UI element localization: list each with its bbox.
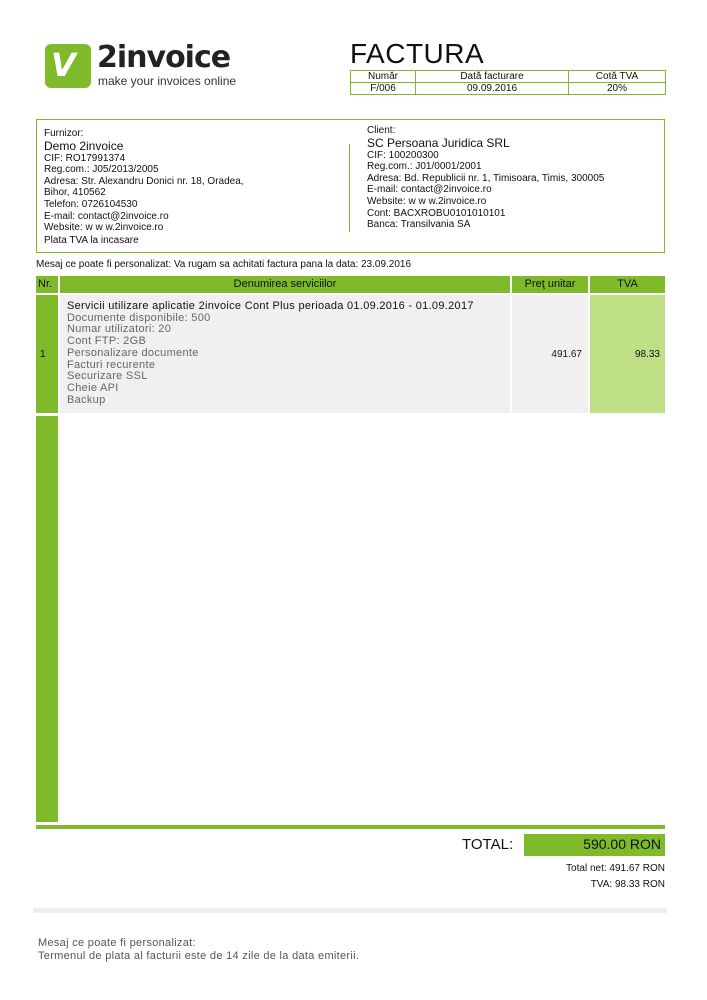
item-detail: Cont FTP: 2GB [67,335,147,348]
info-header-row [351,71,666,83]
item-detail: Cheie API [67,381,119,394]
supplier-line: Bihor, 410562 [44,187,106,199]
table-bottom-rule [36,825,665,829]
company-logo [45,40,245,92]
supplier-block [44,128,334,234]
item-detail: Facturi recurente [67,358,156,371]
item-detail: Backup [67,393,106,406]
logo-mark-icon: V [45,44,91,88]
supplier-line: Website: w w w.2invoice.ro [44,222,164,234]
parties-divider [349,144,350,232]
total-net: Total net: 491.67 RON [566,863,665,874]
item-detail: Documente disponibile: 500 [67,311,211,324]
column-header-vat: TVA [590,276,665,293]
supplier-line: Telefon: 0726104530 [44,198,138,210]
client-block [367,125,657,231]
client-line: CIF: 100200300 [367,149,439,161]
info-value-row [351,83,666,95]
logo-name: 2invoice [97,40,231,75]
item-vat: 98.33 [634,349,660,360]
footer-message-line: Mesaj ce poate fi personalizat: [38,937,196,949]
item-detail: Numar utilizatori: 20 [67,323,172,336]
client-line: Adresa: Bd. Republicii nr. 1, Timisoara, Timis, 300005 [367,172,605,184]
item-description [67,301,507,406]
info-header-vat-rate: Cotă TVA [569,71,666,83]
footer-divider [33,908,667,913]
footer-message [38,937,359,963]
payment-message: Mesaj ce poate fi personalizat: Va rugam sa achitati factura pana la data: 23.09.2016 [36,259,412,270]
supplier-heading: Furnizor: [44,128,84,139]
vat-rate: 20% [569,83,666,95]
vat-payment-note: Plata TVA la incasare [44,235,139,246]
total-vat: TVA: 98.33 RON [590,879,665,890]
total-value: 590.00 RON [583,836,661,852]
column-header-nr: Nr. [36,276,58,293]
client-line: Banca: Transilvania SA [367,219,471,231]
document-title: FACTURA [350,38,485,69]
client-line: Cont: BACXROBU0101010101 [367,207,506,219]
supplier-line: Reg.com.: J05/2013/2005 [44,164,159,176]
item-unit-price: 491.67 [551,349,582,360]
supplier-line: Adresa: Str. Alexandru Donici nr. 18, Oradea, [44,175,244,187]
invoice-number: F/006 [351,83,416,95]
invoice-info-table [350,70,666,95]
client-line: E-mail: contact@2invoice.ro [367,184,492,196]
footer-message-line: Termenul de plata al facturii este de 14 zile de la data emiterii. [38,950,360,962]
client-heading: Client: [367,125,396,136]
logo-tagline: make your invoices online [98,74,237,88]
supplier-line: E-mail: contact@2invoice.ro [44,210,169,222]
client-name: SC Persoana Juridica SRL [367,135,510,150]
client-line: Reg.com.: J01/0001/2001 [367,161,482,173]
column-header-services: Denumirea serviciilor [60,276,510,293]
column-header-unit-price: Preţ unitar [512,276,588,293]
item-detail: Personalizare documente [67,346,199,359]
info-header-number: Număr [351,71,416,83]
item-number: 1 [40,349,46,360]
supplier-name: Demo 2invoice [44,138,124,153]
item-title: Servicii utilizare aplicatie 2invoice Cont Plus perioada 01.09.2016 - 01.09.2017 [67,300,474,312]
item-detail: Securizare SSL [67,370,148,383]
table-filler-bar [36,416,58,822]
invoice-date: 09.09.2016 [416,83,569,95]
client-line: Website: w w w.2invoice.ro [367,195,487,207]
info-header-date: Dată facturare [416,71,569,83]
total-label: TOTAL: [462,836,514,853]
supplier-line: CIF: RO17991374 [44,152,126,164]
